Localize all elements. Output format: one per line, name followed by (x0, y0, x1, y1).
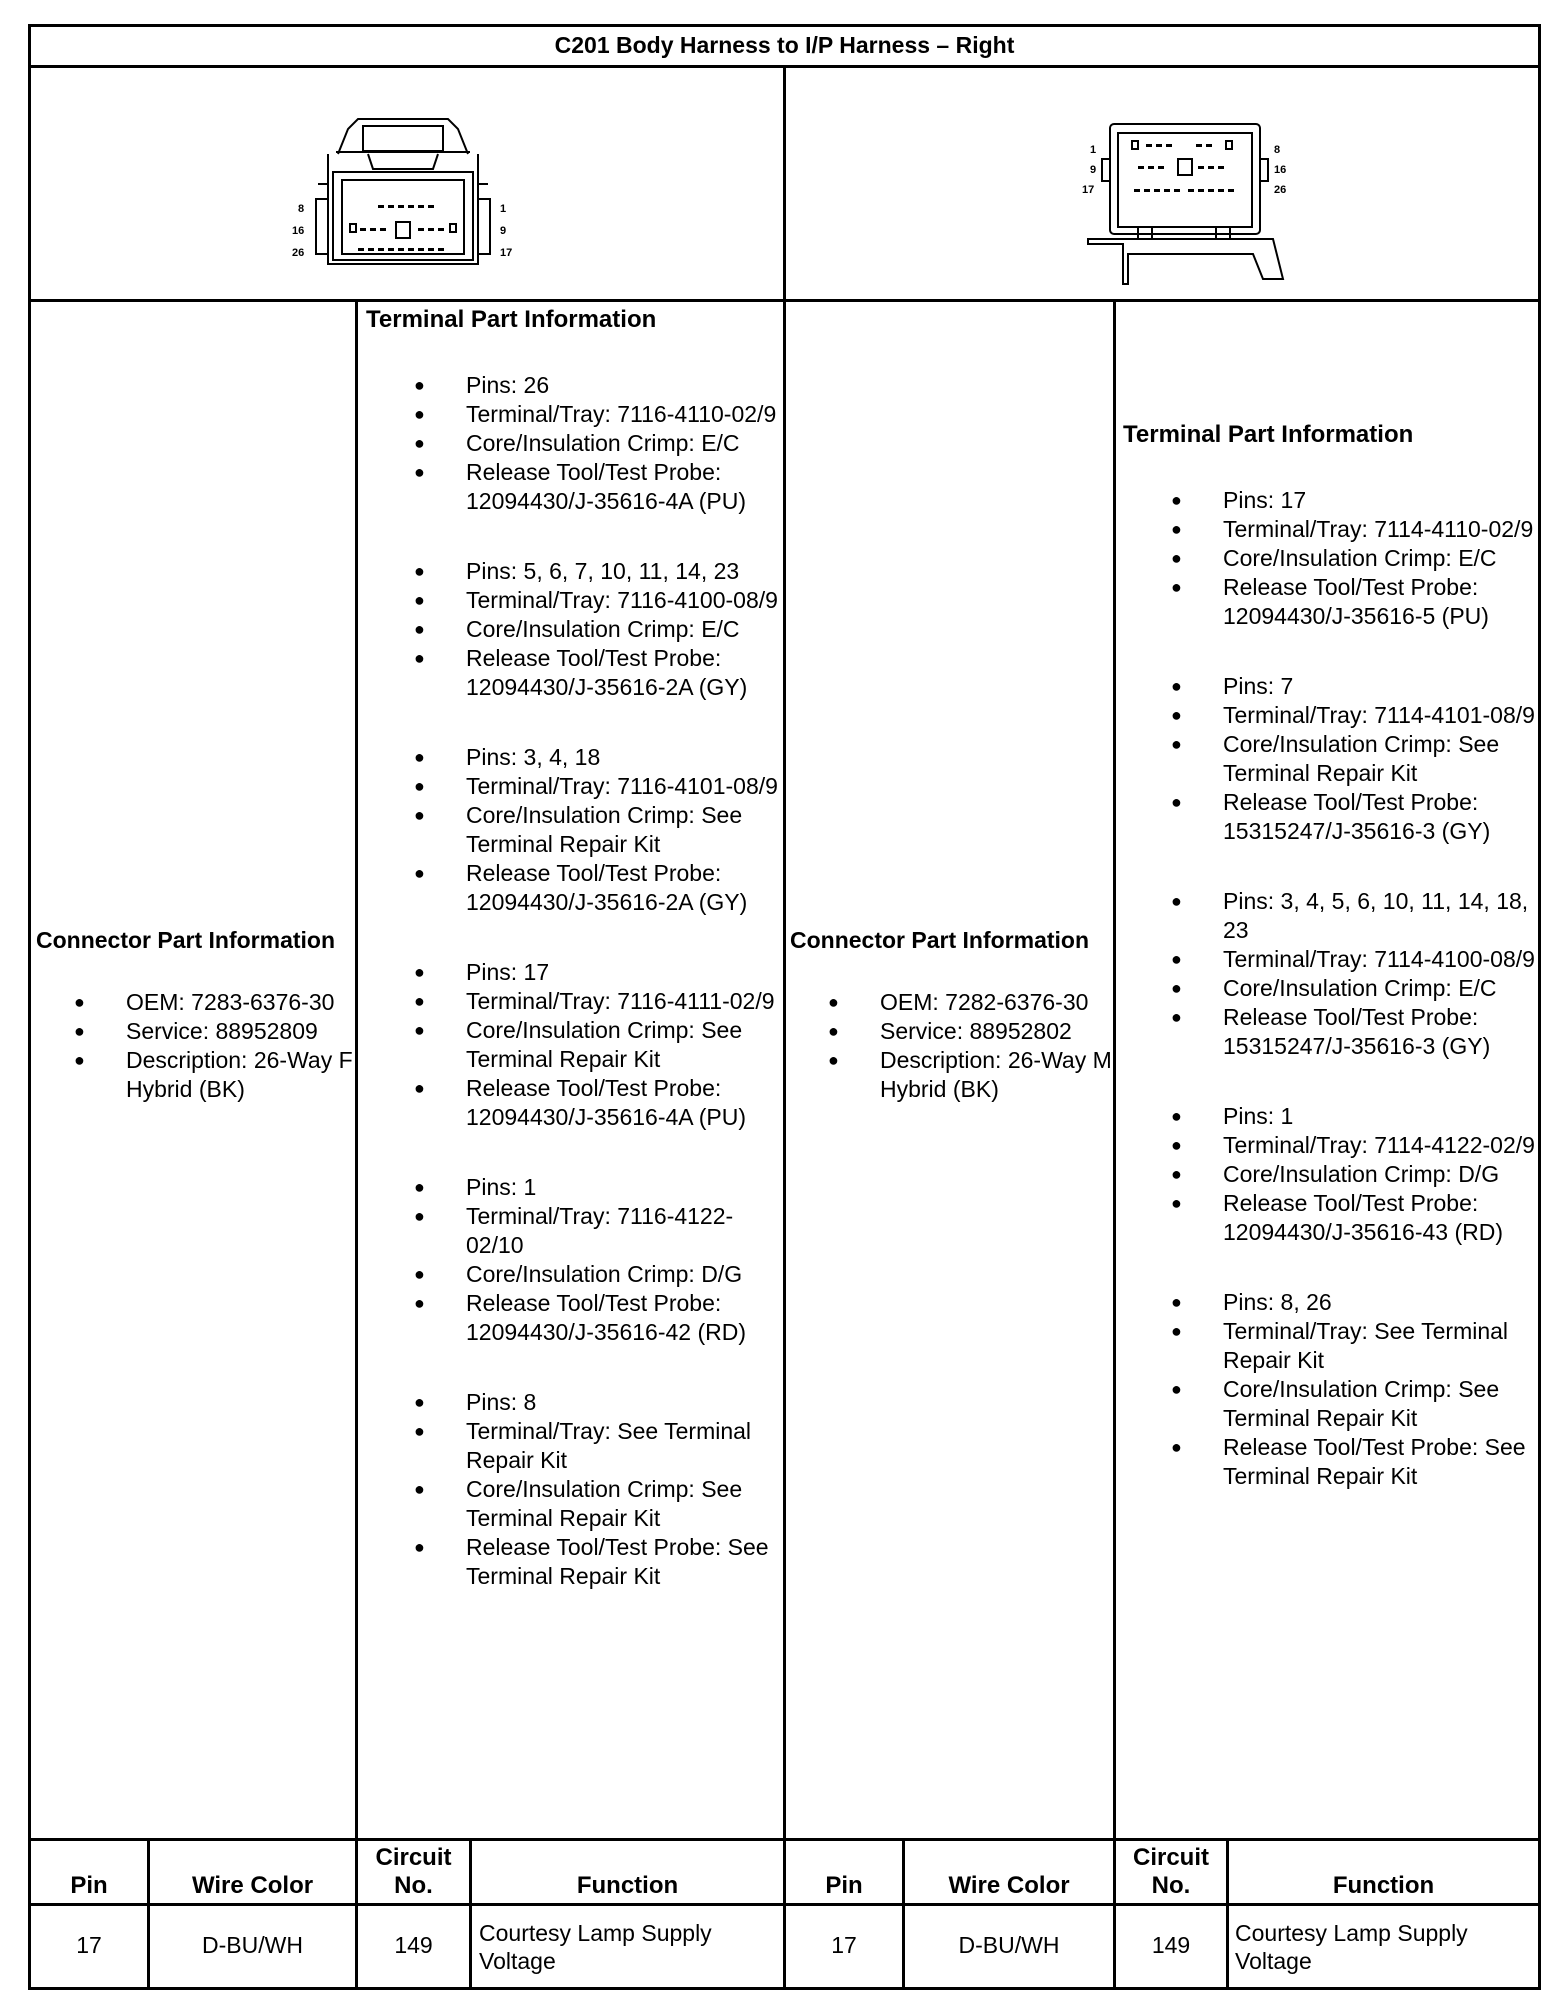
terminal-item: ● Terminal/Tray: 7114-4110-02/9 (1123, 515, 1535, 544)
terminal-item: ● Terminal/Tray: 7116-4122-02/10 (366, 1202, 778, 1260)
terminal-item: ● Core/Insulation Crimp: D/G (1123, 1160, 1535, 1189)
terminal-item: ● Terminal/Tray: See Terminal Repair Kit (366, 1417, 778, 1475)
terminal-group (366, 557, 778, 702)
connector-item: ● Description: 26-Way F Hybrid (BK) (26, 1046, 386, 1104)
left-col-divider (355, 299, 358, 1990)
diagram-label: 16 (1274, 164, 1287, 176)
right-col-divider (1113, 299, 1116, 1990)
function-cell: Courtesy Lamp Supply Voltage (479, 1920, 712, 1974)
terminal-item: ● Core/Insulation Crimp: E/C (366, 615, 778, 644)
diagram-label: 16 (292, 225, 305, 237)
diagram-label: 17 (1082, 184, 1095, 196)
connector-heading: Connector Part Information (790, 927, 1090, 953)
diagram-label: 1 (1090, 144, 1097, 156)
terminal-heading: Terminal Part Information (366, 306, 657, 333)
right-connector-info (790, 926, 1112, 1104)
terminal-item: ● Terminal/Tray: 7116-4111-02/9 (366, 987, 778, 1016)
pin-cell: 17 (76, 1932, 102, 1958)
terminal-group (1123, 486, 1535, 631)
pin-header: Pin (70, 1872, 108, 1899)
terminal-item: ● Pins: 1 (366, 1173, 778, 1202)
terminal-item: ● Release Tool/Test Probe: 12094430/J-35616-43 (RD) (1123, 1189, 1535, 1247)
terminal-item: ● Core/Insulation Crimp: See Terminal Repair Kit (366, 801, 778, 859)
terminal-item: ● Pins: 3, 4, 5, 6, 10, 11, 14, 18, 23 (1123, 887, 1535, 945)
circuit-cell: 149 (1151, 1932, 1191, 1958)
circuit-cell: 149 (394, 1932, 433, 1958)
right-terminal-info (1123, 420, 1535, 1491)
terminal-heading: Terminal Part Information (1123, 421, 1414, 448)
diagram-label: 17 (500, 247, 513, 259)
diagram-label: 8 (298, 203, 305, 215)
terminal-item: ● Terminal/Tray: 7114-4122-02/9 (1123, 1131, 1535, 1160)
wire-color-cell: D-BU/WH (958, 1932, 1060, 1958)
terminal-item: ● Pins: 17 (366, 958, 778, 987)
diagram-label: 8 (1274, 144, 1281, 156)
terminal-item: ● Pins: 3, 4, 18 (366, 743, 778, 772)
terminal-group (366, 1173, 778, 1347)
terminal-item: ● Release Tool/Test Probe: 15315247/J-35616-3 (GY) (1123, 788, 1535, 846)
circuit-header: Circuit No. (1132, 1844, 1209, 1899)
terminal-item: ● Pins: 17 (1123, 486, 1535, 515)
pin-header: Pin (825, 1872, 863, 1899)
terminal-item: ● Pins: 1 (1123, 1102, 1535, 1131)
left-terminal-info (366, 305, 778, 1591)
terminal-item: ● Core/Insulation Crimp: See Terminal Repair Kit (1123, 1375, 1535, 1433)
terminal-item: ● Terminal/Tray: 7114-4100-08/9 (1123, 945, 1535, 974)
wire-color-header: Wire Color (191, 1872, 314, 1899)
terminal-group (1123, 887, 1535, 1061)
connector-item: ● Service: 88952809 (26, 1017, 386, 1046)
right-pin-divider (902, 1838, 905, 1990)
terminal-group (366, 1388, 778, 1591)
terminal-item: ● Release Tool/Test Probe: 12094430/J-35616-2A (GY) (366, 644, 778, 702)
diagram-label: 1 (500, 203, 507, 215)
diagram-label: 9 (500, 225, 507, 237)
terminal-item: ● Release Tool/Test Probe: 12094430/J-35616-42 (RD) (366, 1289, 778, 1347)
terminal-item: ● Release Tool/Test Probe: 15315247/J-35616-3 (GY) (1123, 1003, 1535, 1061)
connector-heading: Connector Part Information (36, 927, 336, 953)
terminal-item: ● Terminal/Tray: See Terminal Repair Kit (1123, 1317, 1535, 1375)
terminal-group (366, 371, 778, 516)
terminal-item: ● Core/Insulation Crimp: E/C (1123, 974, 1535, 1003)
terminal-item: ● Release Tool/Test Probe: 12094430/J-35616-4A (PU) (366, 458, 778, 516)
terminal-item: ● Release Tool/Test Probe: 12094430/J-35616-4A (PU) (366, 1074, 778, 1132)
terminal-item: ● Core/Insulation Crimp: D/G (366, 1260, 778, 1289)
terminal-item: ● Terminal/Tray: 7116-4100-08/9 (366, 586, 778, 615)
terminal-item: ● Release Tool/Test Probe: 12094430/J-35616-2A (GY) (366, 859, 778, 917)
terminal-item: ● Core/Insulation Crimp: See Terminal Repair Kit (1123, 730, 1535, 788)
terminal-item: ● Release Tool/Test Probe: See Terminal Repair Kit (366, 1533, 778, 1591)
function-cell: Courtesy Lamp Supply Voltage (1235, 1920, 1468, 1974)
terminal-item: ● Release Tool/Test Probe: 12094430/J-35616-5 (PU) (1123, 573, 1535, 631)
left-connector-info (36, 926, 354, 1104)
wire-color-header: Wire Color (948, 1872, 1070, 1899)
connector-item: ● OEM: 7283-6376-30 (26, 988, 386, 1017)
right-connector-diagram (1068, 119, 1308, 289)
terminal-item: ● Pins: 8, 26 (1123, 1288, 1535, 1317)
terminal-item: ● Pins: 8 (366, 1388, 778, 1417)
terminal-item: ● Core/Insulation Crimp: See Terminal Repair Kit (366, 1016, 778, 1074)
terminal-group (366, 743, 778, 917)
terminal-item: ● Core/Insulation Crimp: E/C (366, 429, 778, 458)
function-header: Function (1332, 1872, 1435, 1899)
right-circuit-divider (1226, 1838, 1229, 1990)
pin-cell: 17 (831, 1932, 857, 1958)
diagram-label: 9 (1090, 164, 1097, 176)
diagram-label: 26 (1274, 184, 1287, 196)
page-title: C201 Body Harness to I/P Harness – Right (554, 31, 1015, 58)
terminal-item: ● Terminal/Tray: 7114-4101-08/9 (1123, 701, 1535, 730)
border-right (1538, 24, 1541, 1990)
terminal-item: ● Release Tool/Test Probe: See Terminal Repair Kit (1123, 1433, 1535, 1491)
left-connector-diagram (278, 114, 538, 274)
terminal-item: ● Terminal/Tray: 7116-4110-02/9 (366, 400, 778, 429)
terminal-item: ● Terminal/Tray: 7116-4101-08/9 (366, 772, 778, 801)
terminal-item: ● Pins: 26 (366, 371, 778, 400)
terminal-item: ● Core/Insulation Crimp: See Terminal Repair Kit (366, 1475, 778, 1533)
circuit-header: Circuit No. (375, 1844, 452, 1899)
connector-item: ● Description: 26-Way M Hybrid (BK) (780, 1046, 1140, 1104)
function-header: Function (576, 1872, 679, 1899)
terminal-group (1123, 1102, 1535, 1247)
connector-item: ● OEM: 7282-6376-30 (780, 988, 1140, 1017)
terminal-group (1123, 672, 1535, 846)
wire-color-cell: D-BU/WH (202, 1932, 303, 1958)
connector-table (28, 24, 1541, 1990)
terminal-group (1123, 1288, 1535, 1491)
connector-item: ● Service: 88952802 (780, 1017, 1140, 1046)
terminal-group (366, 958, 778, 1132)
terminal-item: ● Pins: 7 (1123, 672, 1535, 701)
terminal-item: ● Core/Insulation Crimp: E/C (1123, 544, 1535, 573)
left-circuit-divider (469, 1838, 472, 1990)
diagram-label: 26 (292, 247, 305, 259)
terminal-item: ● Pins: 5, 6, 7, 10, 11, 14, 23 (366, 557, 778, 586)
left-pin-divider (147, 1838, 150, 1990)
